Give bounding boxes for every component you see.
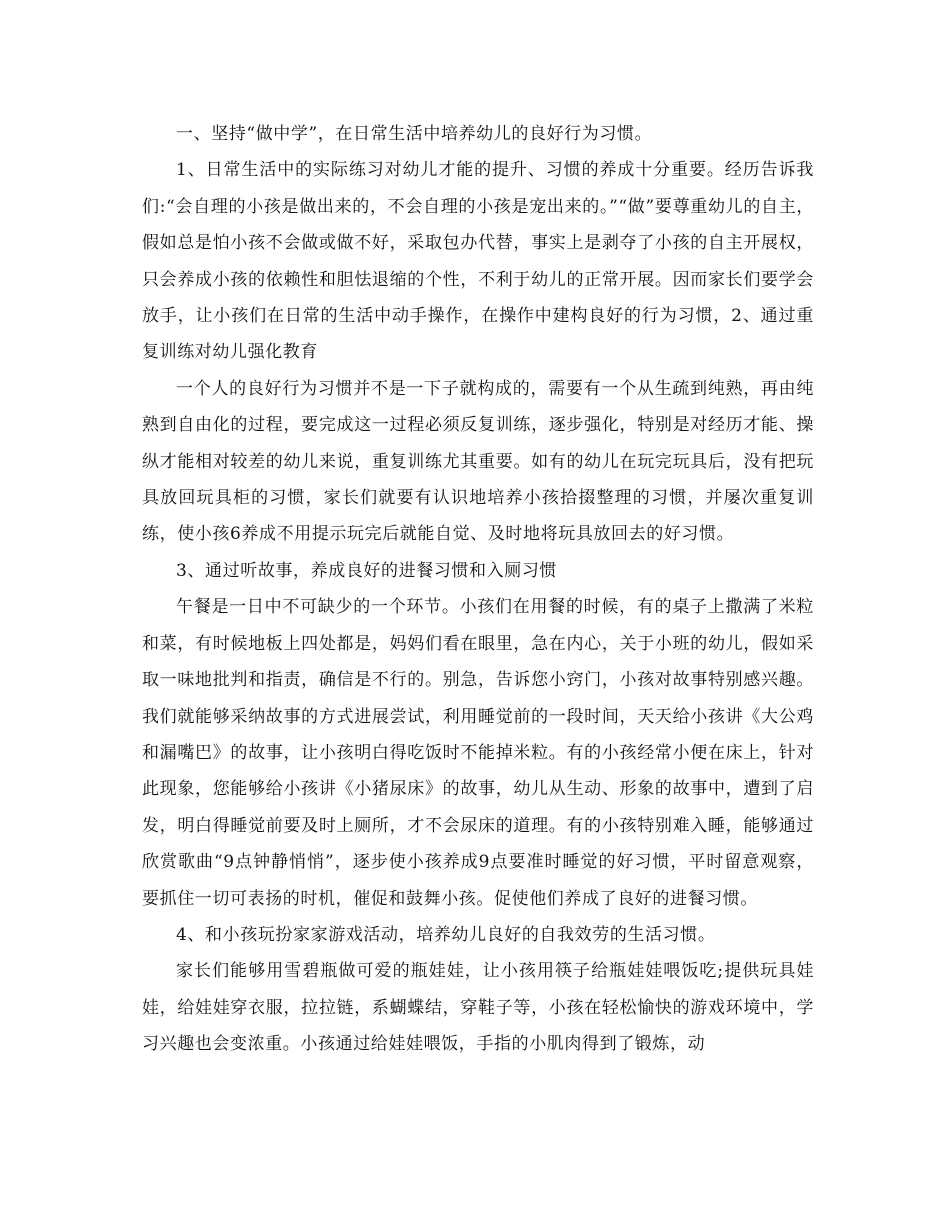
heading-3: 3、通过听故事，养成良好的进餐习惯和入厕习惯 — [176, 560, 558, 581]
heading-4: 4、和小孩玩扮家家游戏活动，培养幼儿良好的自我效劳的生活习惯。 — [176, 924, 716, 945]
paragraph-practice: 1、日常生活中的实际练习对幼儿才能的提升、习惯的养成十分重要。经历告诉我们:“会自理的小孩是做出来的，不会自理的小孩是宠出来的。”“做”要尊重幼儿的自主，假如总是怕小孩不会做或做不好，采取包办代替，事实上是剥夺了小孩的自主开展权，只会养成小孩的依赖性和胆怯退缩的个性，不利于幼儿的正常开展。因而家长们要学会放手，让小孩们在日常的生活中动手操作，在操作中建构良好的行为习惯，2、通过重复训练对幼儿强化教育 — [142, 160, 814, 363]
document-page — [142, 116, 814, 1063]
paragraph-play-house: 家长们能够用雪碧瓶做可爱的瓶娃娃，让小孩用筷子给瓶娃娃喂饭吃;提供玩具娃娃，给娃娃穿衣服，拉拉链，系蝴蝶结，穿鞋子等，小孩在轻松愉快的游戏环境中，学习兴趣也会变浓重。小孩通过给娃娃喂饭，手指的小肌肉得到了锻炼，动 — [142, 961, 814, 1055]
paragraph-repetition: 一个人的良好行为习惯并不是一下子就构成的，需要有一个从生疏到纯熟，再由纯熟到自由化的过程，要完成这一过程必须反复训练，逐步强化，特别是对经历才能、操纵才能相对较差的幼儿来说，重复训练尤其重要。如有的幼儿在玩完玩具后，没有把玩具放回玩具柜的习惯，家长们就要有认识地培养小孩拾掇整理的习惯，并屡次重复训练，使小孩6养成不用提示玩完后就能自觉、及时地将玩具放回去的好习惯。 — [142, 378, 814, 545]
heading-1: 一、坚持“做中学”，在日常生活中培养幼儿的良好行为习惯。 — [176, 124, 653, 144]
paragraph-stories: 午餐是一日中不可缺少的一个环节。小孩们在用餐的时候，有的桌子上撒满了米粒和菜，有时候地板上四处都是，妈妈们看在眼里，急在内心，关于小班的幼儿，假如采取一味地批判和指责，确信是不行的。别急，告诉您小窍门，小孩对故事特别感兴趣。我们就能够采纳故事的方式进展尝试，利用睡觉前的一段时间，天天给小孩讲《大公鸡和漏嘴巴》的故事，让小孩明白得吃饭时不能掉米粒。有的小孩经常小便在床上，针对此现象，您能够给小孩讲《小猪尿床》的故事，幼儿从生动、形象的故事中，遭到了启发，明白得睡觉前要及时上厕所，才不会尿床的道理。有的小孩特别难入睡，能够通过欣赏歌曲“9点钟静悄悄”，逐步使小孩养成9点要准时睡觉的好习惯，平时留意观察，要抓住一切可表扬的时机，催促和鼓舞小孩。促使他们养成了良好的进餐习惯。 — [142, 597, 814, 909]
